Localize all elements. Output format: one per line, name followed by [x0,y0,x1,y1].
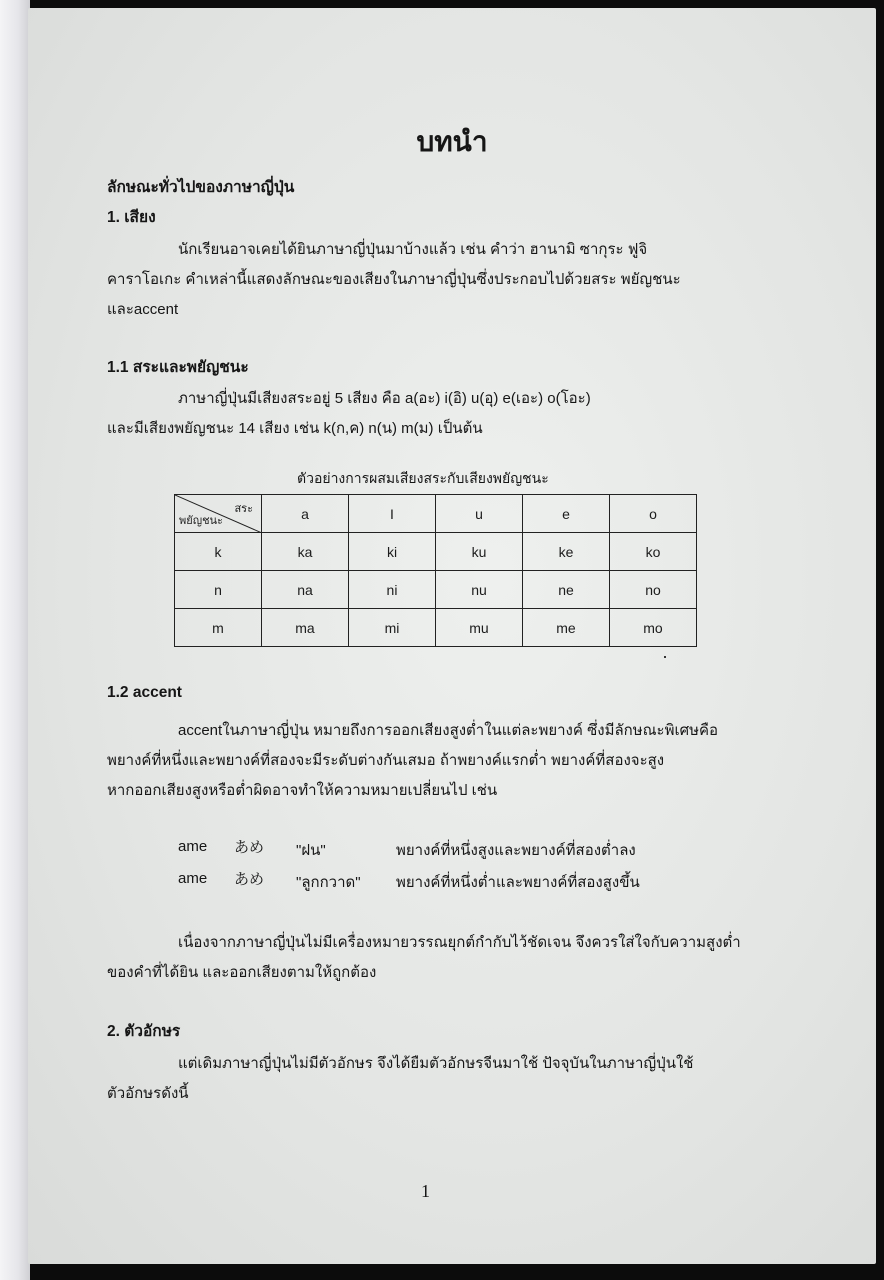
table-row [175,533,697,571]
syllable-cell: no [610,571,697,609]
row-consonant-cell: n [175,571,262,609]
table-caption: ตัวอย่างการผสมเสียงสระกับเสียงพยัญชนะ [297,470,549,486]
syllable-cell: mi [349,609,436,647]
accent-note-line-1: เนื่องจากภาษาญี่ปุ่นไม่มีเครื่องหมายวรรณยุกต์กำกับไว้ชัดเจน จึงควรใส่ใจกับความสูงต่ำ [178,934,741,951]
syllable-cell: ko [610,533,697,571]
row-consonant-cell: m [175,609,262,647]
example-kana: あめ [234,838,265,856]
section-1-1-line-1: ภาษาญี่ปุ่นมีเสียงสระอยู่ 5 เสียง คือ a(อะ) i(อิ) u(อุ) e(เอะ) o(โอะ) [178,390,591,407]
document-page [28,8,876,1264]
page-number: 1 [421,1181,430,1201]
section-general-heading: ลักษณะทั่วไปของภาษาญี่ปุ่น [107,179,295,196]
section-2-heading: 2. ตัวอักษร [107,1023,181,1040]
syllable-cell: ke [523,533,610,571]
accent-note-line-2: ของคำที่ได้ยิน และออกเสียงตามให้ถูกต้อง [107,964,377,981]
header-cell: e [523,495,610,533]
section-2-line-1: แต่เดิมภาษาญี่ปุ่นไม่มีตัวอักษร จึงได้ยืมตัวอักษรจีนมาใช้ ปัจจุบันในภาษาญี่ปุ่นใช้ [178,1055,694,1072]
table-corner-cell [175,495,262,533]
syllable-cell: mu [436,609,523,647]
header-cell: I [349,495,436,533]
page-title: บทนำ [416,126,488,157]
section-2-line-2: ตัวอักษรดังนี้ [107,1085,189,1102]
example-description: พยางค์ที่หนึ่งสูงและพยางค์ที่สองต่ำลง [396,842,636,859]
syllable-table [174,494,697,647]
section-1-2-heading: 1.2 accent [107,684,182,701]
syllable-cell: ne [523,571,610,609]
row-consonant-cell: k [175,533,262,571]
section-1-1-heading: 1.1 สระและพยัญชนะ [107,359,249,376]
example-kana: あめ [234,870,265,888]
syllable-cell: ka [262,533,349,571]
section-1-line-1: นักเรียนอาจเคยได้ยินภาษาญี่ปุ่นมาบ้างแล้ว เช่น คำว่า ฮานามิ ซากุระ ฟูจิ [178,241,648,258]
section-1-2-line-3: หากออกเสียงสูงหรือต่ำผิดอาจทำให้ความหมายเปลี่ยนไป เช่น [107,782,498,799]
syllable-cell: ki [349,533,436,571]
section-1-2-line-1: accentในภาษาญี่ปุ่น หมายถึงการออกเสียงสูงต่ำในแต่ละพยางค์ ซึ่งมีลักษณะพิเศษคือ [178,722,719,739]
example-description: พยางค์ที่หนึ่งต่ำและพยางค์ที่สองสูงขึ้น [396,874,640,891]
syllable-cell: nu [436,571,523,609]
table-row [175,571,697,609]
section-1-2-line-2: พยางค์ที่หนึ่งและพยางค์ที่สองจะมีระดับต่างกันเสมอ ถ้าพยางค์แรกต่ำ พยางค์ที่สองจะสูง [107,752,665,769]
syllable-cell: ku [436,533,523,571]
section-1-line-3: และaccent [107,301,179,318]
example-roma: ame [178,870,208,887]
example-roma: ame [178,838,208,855]
syllable-cell: ma [262,609,349,647]
corner-vowel-label: สระ [234,503,253,515]
example-meaning: "ฝน" [296,842,326,859]
section-1-1-line-2: และมีเสียงพยัญชนะ 14 เสียง เช่น k(ก,ค) n(น) m(ม) เป็นต้น [107,420,483,437]
header-cell: a [262,495,349,533]
header-cell: o [610,495,697,533]
stray-mark [664,656,666,658]
table-row [175,609,697,647]
section-1-line-2: คาราโอเกะ คำเหล่านี้แสดงลักษณะของเสียงในภาษาญี่ปุ่นซึ่งประกอบไปด้วยสระ พยัญชนะ [107,271,681,288]
syllable-cell: mo [610,609,697,647]
corner-consonant-label: พยัญชนะ [179,515,223,527]
syllable-cell: ni [349,571,436,609]
syllable-cell: na [262,571,349,609]
section-1-heading: 1. เสียง [107,209,156,226]
table-header-row [175,495,697,533]
example-meaning: "ลูกกวาด" [296,874,361,891]
book-spine-edge [0,0,30,1280]
syllable-cell: me [523,609,610,647]
header-cell: u [436,495,523,533]
